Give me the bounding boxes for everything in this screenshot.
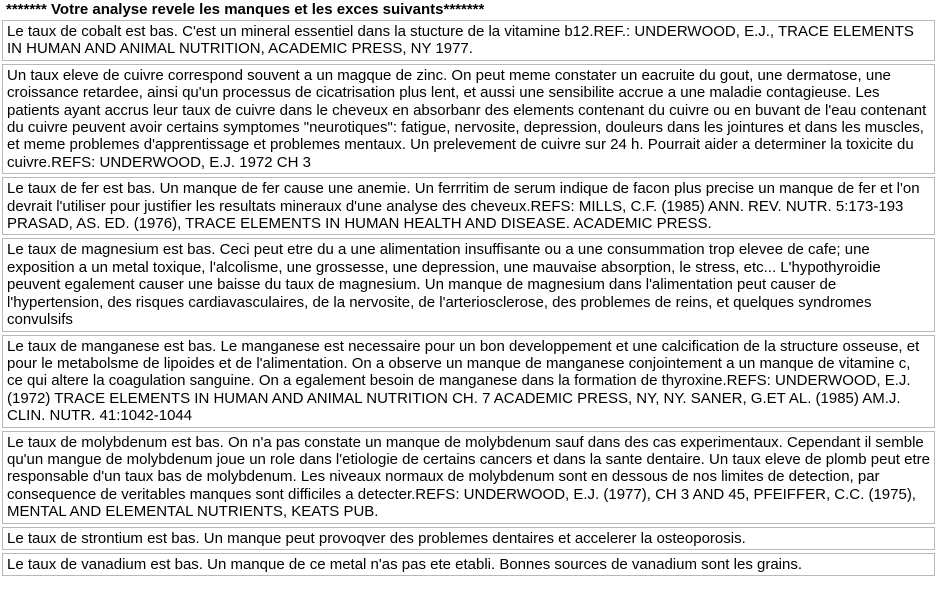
finding-manganese: Le taux de manganese est bas. Le manganese est necessaire pour un bon developpement et une calcification de la structure osseuse, et pour le metabolsme de lipoides et de l'alimentation. On a observe un manque de manganese conjointement a un manque de vitamine c, ce qui altere la coagulation sanguine. On a egalement besoin de manganese dans la formation de thyroxine.REFS: UNDERWOOD, E.J. (1972) TRACE ELEMENTS IN HUMAN AND ANIMAL NUTRITION CH. 7 ACADEMIC PRESS, NY, NY. SANER, G.ET AL. (1985) AM.J. CLIN. NUTR. 41:1042-1044 <box>2 335 935 428</box>
report-title: ******* Votre analyse revele les manques et les exces suivants******* <box>6 1 485 18</box>
finding-molybdenum: Le taux de molybdenum est bas. On n'a pas constate un manque de molybdenum sauf dans des cas experimentaux. Cependant il semble qu'un mangue de molybdenum joue un role dans l'etiologie de certains cancers et dans la sante dentaire. Un taux eleve de plomb peut etre responsable d'un taux bas de molybdenum. Les niveaux normaux de molybdenum sont en dessous de nos limites de detection, par consequence de veritables manques sont difficiles a detecter.REFS: UNDERWOOD, E.J. (1977), CH 3 AND 45, PFEIFFER, C.C. (1975), MENTAL AND ELEMENTAL NUTRIENTS, KEATS PUB. <box>2 431 935 524</box>
finding-vanadium: Le taux de vanadium est bas. Un manque de ce metal n'as pas ete etabli. Bonnes sources de vanadium sont les grains. <box>2 553 935 576</box>
finding-strontium: Le taux de strontium est bas. Un manque peut provoqver des problemes dentaires et accelerer la osteoporosis. <box>2 527 935 550</box>
finding-cobalt: Le taux de cobalt est bas. C'est un mineral essentiel dans la stucture de la vitamine b12.REF.: UNDERWOOD, E.J., TRACE ELEMENTS IN HUMAN AND ANIMAL NUTRITION, ACADEMIC PRESS, NY 1977. <box>2 20 935 61</box>
finding-copper: Un taux eleve de cuivre correspond souvent a un magque de zinc. On peut meme constater un eacruite du gout, une dermatose, une croissance retardee, ainsi qu'un processus de cicatrisation plus lent, et aussi une sensibilite accrue a une maladie contagieuse. Les patients ayant accrus leur taux de cuivre dans le cheveux en absorbanr des elements contenant du cuivre ou en buvant de l'eau contenant du cuivre peuvent avoir certains symptomes "neurotiques": fatigue, nervosite, depression, douleurs dans les jointures et dans les muscles, et meme problemes d'apprentissage et problemes mentaux. Un prelevement de cuivre sur 24 h. Pourrait aider a determiner la toxicite du cuivre.REFS: UNDERWOOD, E.J. 1972 CH 3 <box>2 64 935 174</box>
finding-magnesium: Le taux de magnesium est bas. Ceci peut etre du a une alimentation insuffisante ou a une consummation trop elevee de cafe; une exposition a un metal toxique, l'alcolisme, une grossesse, une depression, une mauvaise absorption, le stress, etc... L'hypothyroidie peuvent egalement causer une baisse du taux de magnesium. Un manque de magnesium dans l'alimentation peut causer de l'hypertension, des risques cardiavasculaires, de la nervosite, de l'arteriosclerose, des problemes de reins, et quelques syndromes convulsifs <box>2 238 935 331</box>
finding-iron: Le taux de fer est bas. Un manque de fer cause une anemie. Un ferrritim de serum indique de facon plus precise un manque de fer et l'on devrait l'utiliser pour justifier les resultats mineraux d'une analyse des cheveux.REFS: MILLS, C.F. (1985) ANN. REV. NUTR. 5:173-193 PRASAD, AS. ED. (1976), TRACE ELEMENTS IN HUMAN HEALTH AND DISEASE. ACADEMIC PRESS. <box>2 177 935 235</box>
